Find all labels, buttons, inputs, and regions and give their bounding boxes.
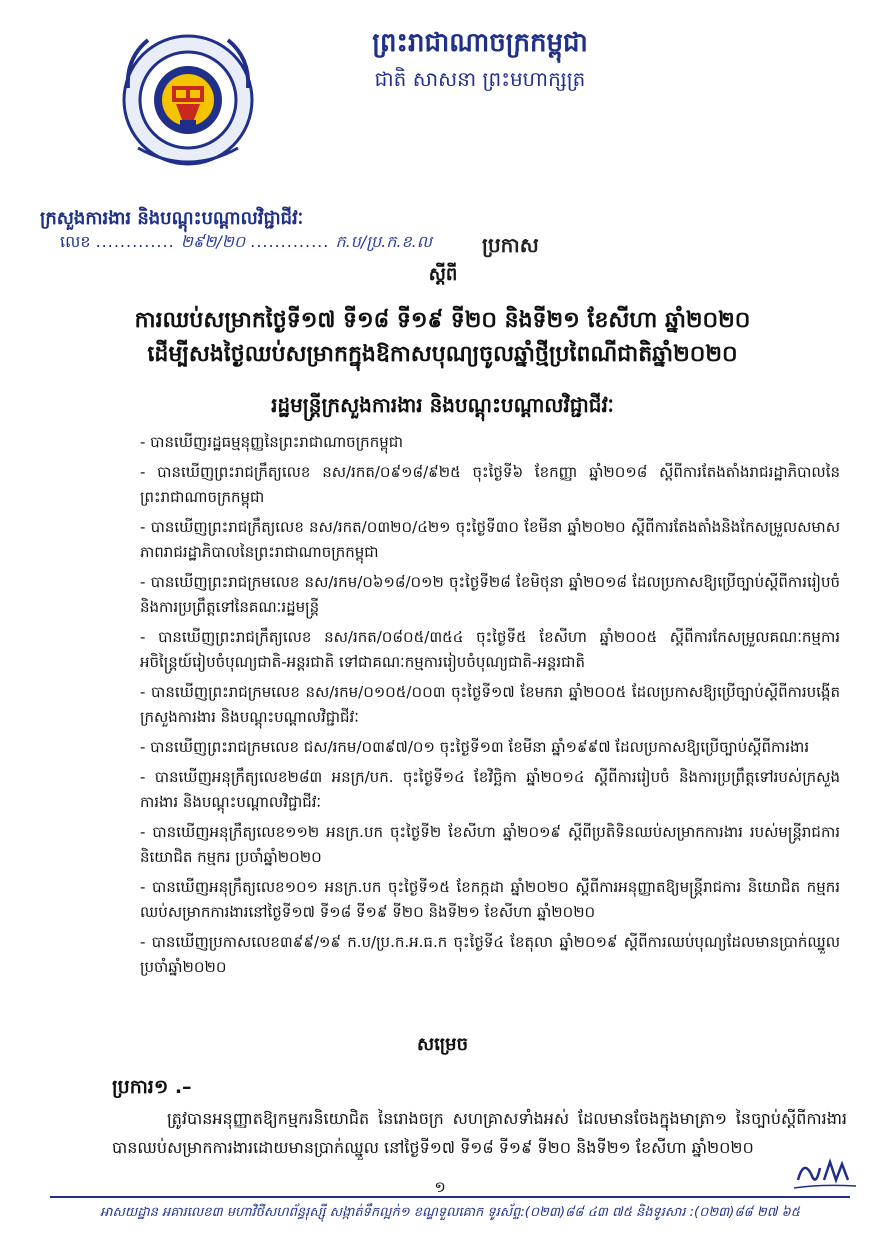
reference-item: - បានឃើញព្រះរាជក្រឹត្យលេខ នស/រកត/០៣២០/៤២១ ចុះថ្ងៃទី៣០ ខែមីនា ឆ្នាំ២០២០ ស្តីពីការតែងតាំងនិងកែសម្រួលសមាសភាពរាជរដ្ឋាភិបាលនៃព្រះរាជាណាចក្រកម្ពុជា [140, 518, 840, 561]
reference-item: - បានឃើញអនុក្រឹត្យលេខ១១២ អនក្រ.បក ចុះថ្ងៃទី២ ខែសីហា ឆ្នាំ២០១៩ ស្តីពីប្រតិទិនឈប់សម្រាកការងារ របស់មន្ត្រីរាជការ និយោជិត កម្មករ ប្រចាំឆ្នាំ២០២០ [140, 823, 840, 866]
reference-item: - បានឃើញអនុក្រឹត្យលេខ២៨៣ អនក្រ/បក. ចុះថ្ងៃទី១៤ ខែវិច្ឆិកា ឆ្នាំ២០១៤ ស្តីពីការរៀបចំ និងការប្រព្រឹត្តទៅរបស់ក្រសួងការងារ និងបណ្តុះបណ្តាលវិជ្ជាជីវៈ [140, 768, 840, 811]
ministry-logo [118, 28, 258, 178]
reference-item: - បានឃើញព្រះរាជក្រមលេខ នស/រកម/០១០៥/០០៣ ចុះថ្ងៃទី១៧ ខែមករា ឆ្នាំ២០០៥ ដែលប្រកាសឱ្យប្រើច្បាប់ស្តីពីការបង្កើតក្រសួងការងារ និងបណ្តុះបណ្តាលវិជ្ជាជីវៈ [140, 683, 840, 726]
ref-number: ២៩២/២០ [180, 232, 246, 251]
reference-item: - បានឃើញប្រកាសលេខ៣៩៩/១៩ ក.ប/ប្រ.ក.អ.ធ.ក ចុះថ្ងៃទី៤ ខែតុលា ឆ្នាំ២០១៩ ស្តីពីការឈប់បុណ្យដែលមានប្រាក់ឈ្នួលប្រចាំឆ្នាំ២០២០ [140, 933, 840, 976]
article-label: ប្រការ១ .– [112, 1076, 192, 1098]
decision-heading: សម្រេច [416, 1034, 469, 1055]
minister-heading: រដ្ឋមន្ត្រីក្រសួងការងារ និងបណ្តុះបណ្តាលវិជ្ជាជីវៈ [271, 393, 614, 417]
document-title-line2: ដើម្បីសងថ្ងៃឈប់សម្រាកក្នុងឱកាសបុណ្យចូលឆ្នាំថ្មីប្រពៃណីជាតិឆ្នាំ២០២០ [147, 342, 738, 367]
document-title-line1: ការឈប់សម្រាកថ្ងៃទី១៧ ទី១៨ ទី១៩ ទី២០ និងទី២១ ខែសីហា ឆ្នាំ២០២០ [134, 308, 751, 333]
article-text: ត្រូវបានអនុញ្ញាតឱ្យកម្មករនិយោជិត នៃរោងចក្រ សហគ្រាសទាំងអស់ ដែលមានចែងក្នុងមាត្រា១ នៃច្បាប់ស្តីពីការងារ បានឈប់សម្រាកការងារដោយមានប្រាក់ឈ្នួល នៅថ្ងៃទី១៧ ទី១៨ ទី១៩ ទី២០ និងទី២១ ខែសីហា ឆ្នាំ២០២០ [112, 1109, 847, 1157]
reference-item: - បានឃើញព្រះរាជក្រឹត្យលេខ នស/រកត/០៩១៨/៩២៥ ចុះថ្ងៃទី៦ ខែកញ្ញា ឆ្នាំ២០១៨ ស្តីពីការតែងតាំងរាជរដ្ឋាភិបាលនៃព្រះរាជាណាចក្រកម្ពុជា [140, 463, 840, 506]
reference-item: - បានឃើញព្រះរាជក្រឹត្យលេខ នស/រកត/០៨០៥/៣៥៤ ចុះថ្ងៃទី៥ ខែសីហា ឆ្នាំ២០០៥ ស្តីពីការកែសម្រួលគណៈកម្មការអចិន្ត្រៃយ៍រៀបចំបុណ្យជាតិ-អន្តរជាតិ ទៅជាគណៈកម្មការរៀបចំបុណ្យជាតិ-អន្តរជាតិ [140, 628, 840, 671]
footer-divider [50, 1196, 850, 1198]
document-type: ប្រកាស [482, 233, 539, 257]
ref-label: លេខ [60, 232, 91, 251]
page-number: ១ [434, 1178, 446, 1196]
reference-item: - បានឃើញព្រះរាជក្រមលេខ នស/រកម/០៦១៨/០១២ ចុះថ្ងៃទី២៨ ខែមិថុនា ឆ្នាំ២០១៨ ដែលប្រកាសឱ្យប្រើច្បាប់ស្តីពីការរៀបចំនិងការប្រព្រឹត្តទៅនៃគណៈរដ្ឋមន្ត្រី [140, 573, 840, 616]
footer-address: អាសយដ្ឋាន អគារលេខ៣ មហាវិថីសហព័ន្ធរុស្ស៊ី សង្កាត់ទឹកល្អក់១ ខណ្ឌទួលគោក ទូរស័ព្ទ:(០២៣)៨៨ ៤៣ ៧៥ និងទូរសារ :(០២៣)៨៨ ២៧ ៦៥ [100, 1205, 800, 1220]
national-motto: ជាតិ សាសនា ព្រះមហាក្សត្រ [374, 67, 586, 91]
signature-initials [790, 1150, 860, 1195]
references-list [140, 430, 840, 985]
reference-item: - បានឃើញព្រះរាជក្រមលេខ ជស/រកម/០៣៩៧/០១ ចុះថ្ងៃទី១៣ ខែមីនា ឆ្នាំ១៩៩៧ ដែលប្រកាសឱ្យប្រើច្បាប់ស្តីពីការងារ [140, 738, 810, 756]
ref-suffix: ក.ប/ប្រ.ក.ខ.ល [335, 232, 432, 251]
reference-item: - បានឃើញអនុក្រឹត្យលេខ១០១ អនក្រ.បក ចុះថ្ងៃទី១៥ ខែកក្កដា ឆ្នាំ២០២០ ស្តីពីការអនុញ្ញាតឱ្យមន្ត្រីរាជការ និយោជិត កម្មករ ឈប់សម្រាកការងារនៅថ្ងៃទី១៧ ទី១៨ ទី១៩ ទី២០ និងទី២១ ខែសីហា ឆ្នាំ២០២០ [140, 878, 840, 921]
document-about: ស្តីពី [428, 264, 458, 285]
reference-line: លេខ ............. ២៩២/២០ ............. ក.ប/ប្រ.ក.ខ.ល [60, 232, 432, 251]
reference-item: - បានឃើញរដ្ឋធម្មនុញ្ញនៃព្រះរាជាណាចក្រកម្ពុជា [140, 433, 404, 451]
ministry-name: ក្រសួងការងារ និងបណ្តុះបណ្តាលវិជ្ជាជីវៈ [40, 208, 304, 229]
kingdom-title: ព្រះរាជាណាចក្រកម្ពុជា [372, 28, 588, 58]
